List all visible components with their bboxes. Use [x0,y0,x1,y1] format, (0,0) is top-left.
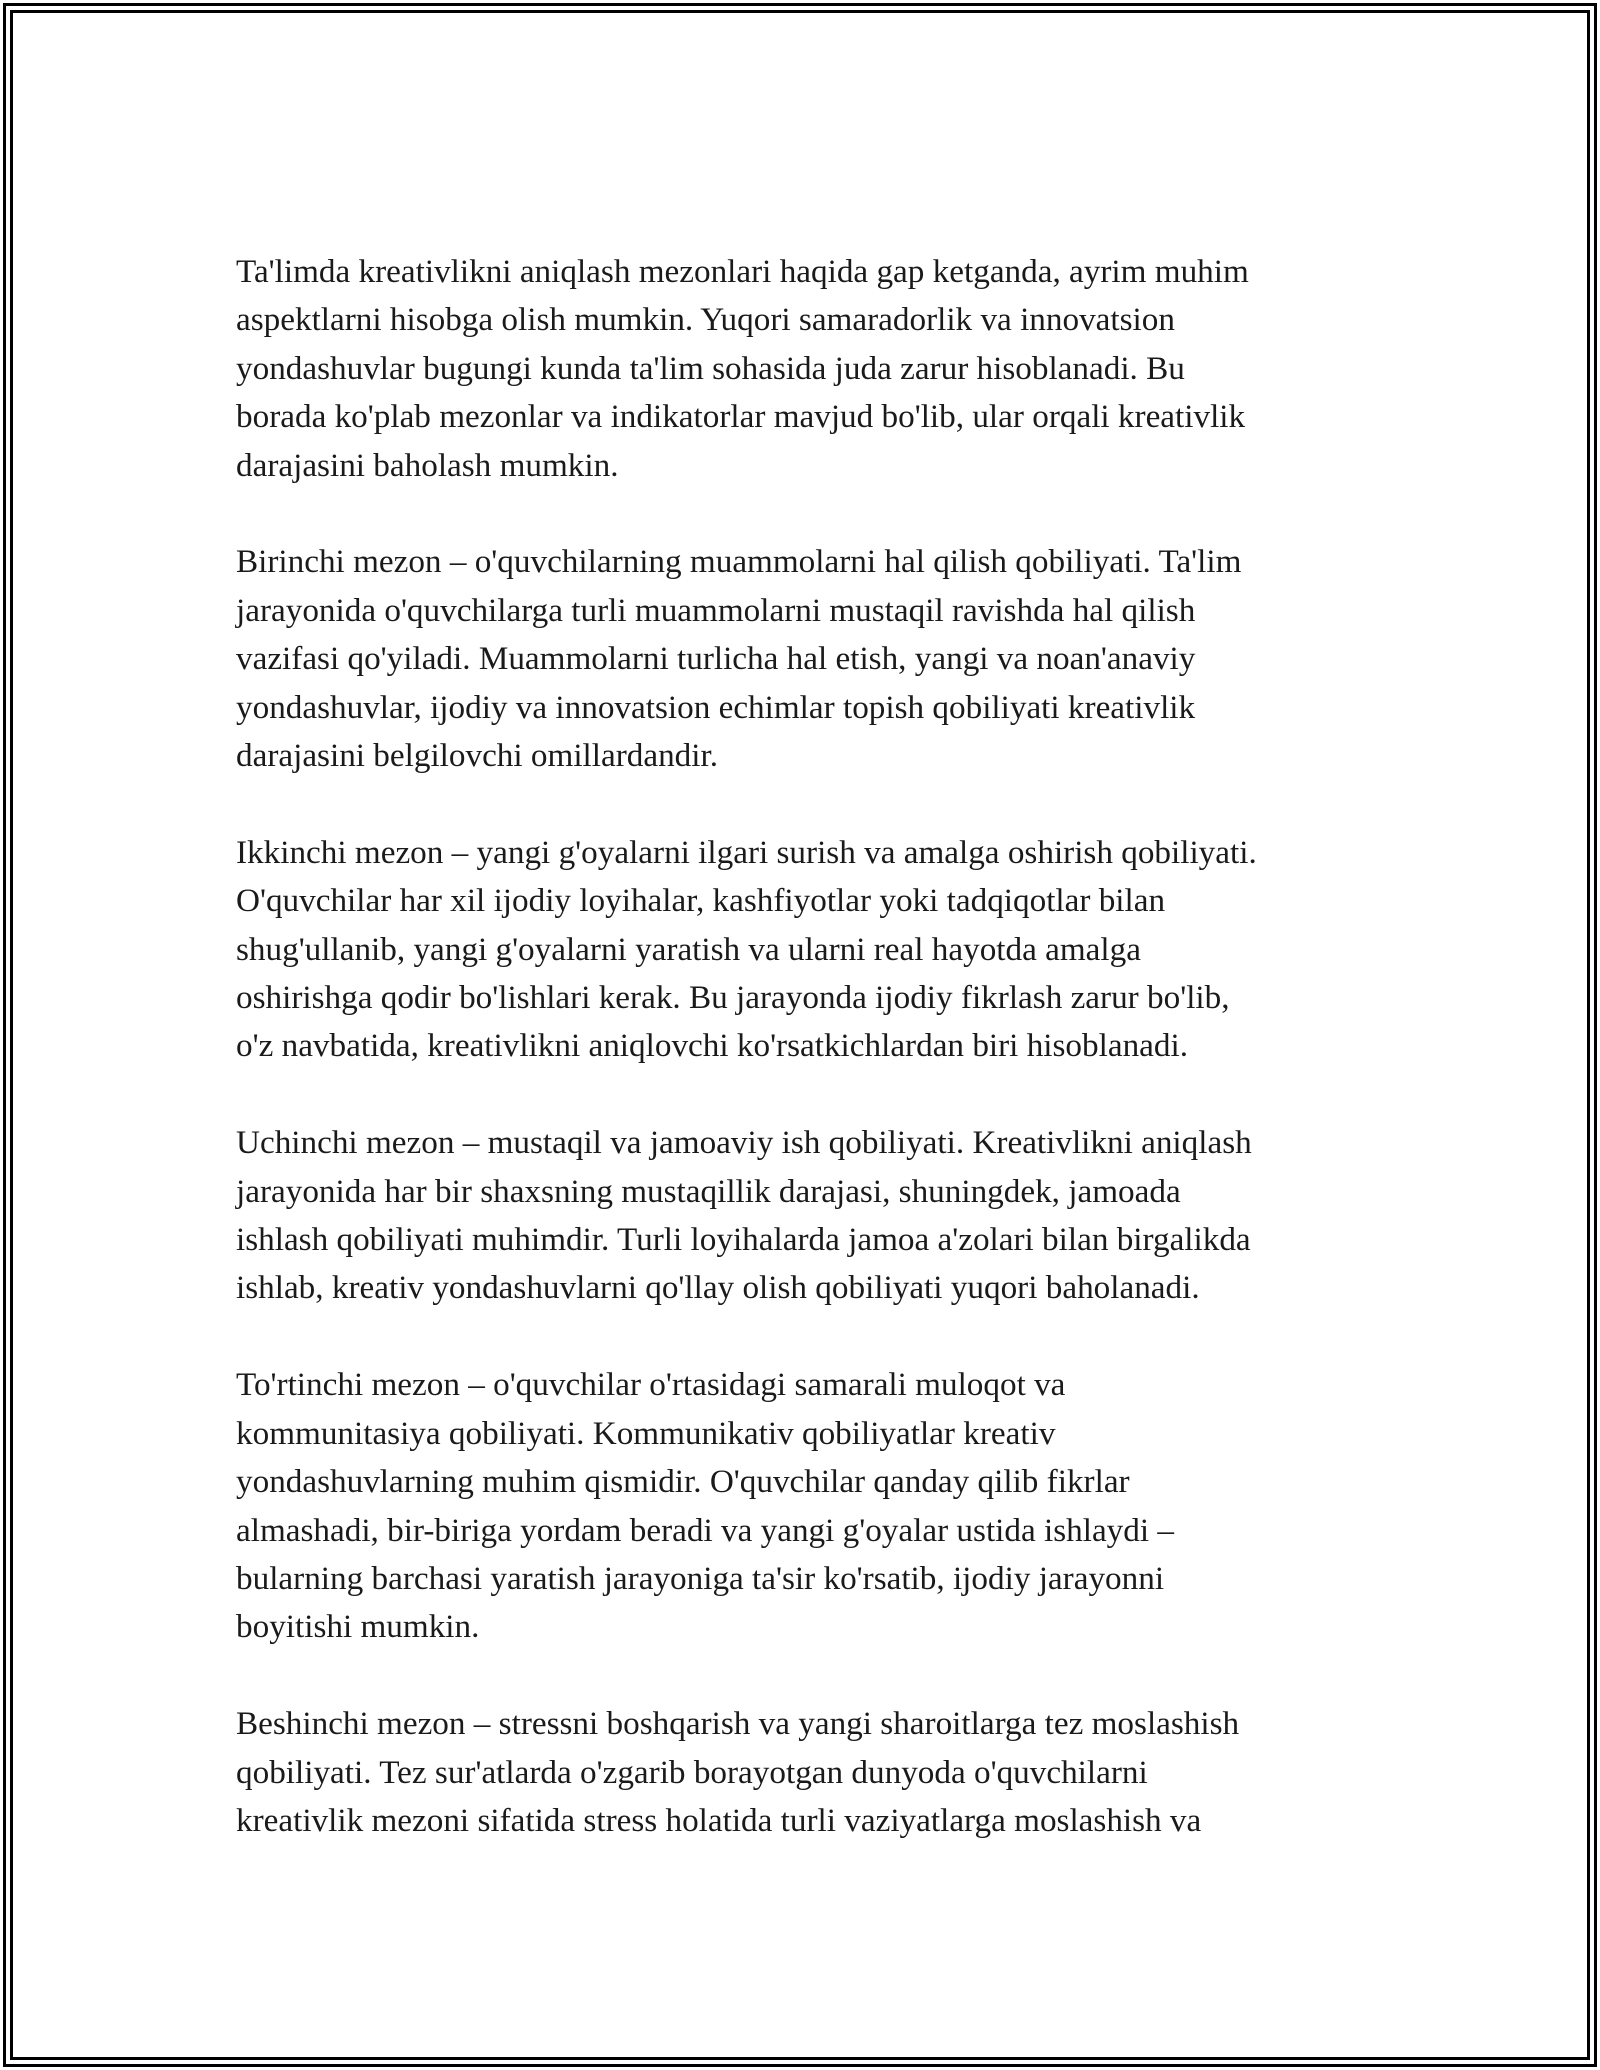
document-body [236,248,1386,1894]
paragraph-criterion-5: Beshinchi mezon – stressni boshqarish va yangi sharoitlarga tez moslashish qobiliyati. Tez sur'atlarda o'zgarib borayotgan dunyoda o'quvchilarni kreativlik mezoni sifatida stress holatida turli vaziyatlarga moslashish va [236,1705,1240,1839]
paragraph-criterion-3: Uchinchi mezon – mustaqil va jamoaviy ish qobiliyati. Kreativlikni aniqlash jarayonida har bir shaxsning mustaqillik darajasi, shuningdek, jamoada ishlash qobiliyati muhimdir. Turli loyihalarda jamoa a'zolari bilan birgalikda ishlab, kreativ yondashuvlarni qo'llay olish qobiliyati yuqori baholanadi. [236,1124,1252,1307]
paragraph-criterion-1: Birinchi mezon – o'quvchilarning muammolarni hal qilish qobiliyati. Ta'lim jarayonida o'quvchilarga turli muammolarni mustaqil ravishda hal qilish vazifasi qo'yiladi. Muammolarni turlicha hal etish, yangi va noan'anaviy yondashuvlar, ijodiy va innovatsion echimlar topish qobiliyati kreativlik darajasini belgilovchi omillardandir. [236,543,1242,775]
paragraph-criterion-2: Ikkinchi mezon – yangi g'oyalarni ilgari surish va amalga oshirish qobiliyati. O'quvchilar har xil ijodiy loyihalar, kashfiyotlar yoki tadqiqotlar bilan shug'ullanib, yangi g'oyalarni yaratish va ularni real hayotda amalga oshirishga qodir bo'lishlari kerak. Bu jarayonda ijodiy fikrlash zarur bo'lib, o'z navbatida, kreativlikni aniqlovchi ko'rsatkichlardan biri hisoblanadi. [236,833,1257,1065]
paragraph-criterion-4: To'rtinchi mezon – o'quvchilar o'rtasidagi samarali muloqot va kommunitasiya qobiliyati. Kommunikativ qobiliyatlar kreativ yondashuvlarning muhim qismidir. O'quvchilar qanday qilib fikrlar almashadi, bir-biriga yordam beradi va yangi g'oyalar ustida ishlaydi – bularning barchasi yaratish jarayoniga ta'sir ko'rsatib, ijodiy jarayonni boyitishi mumkin. [236,1366,1174,1646]
paragraph-intro: Ta'limda kreativlikni aniqlash mezonlari haqida gap ketganda, ayrim muhim aspektlarni hisobga olish mumkin. Yuqori samaradorlik va innovatsion yondashuvlar bugungi kunda ta'lim sohasida juda zarur hisoblanadi. Bu borada ko'plab mezonlar va indikatorlar mavjud bo'lib, ular orqali kreativlik darajasini baholash mumkin. [236,253,1249,484]
